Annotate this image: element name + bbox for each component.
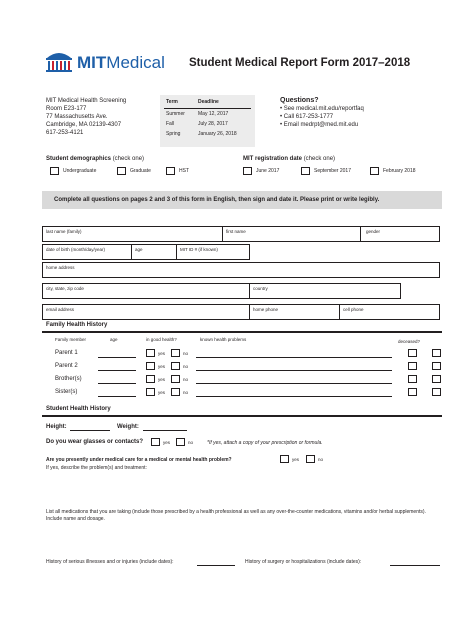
last-name-label: last name (family) <box>46 229 82 234</box>
yes-label: yes <box>158 390 166 395</box>
deadline-header: Deadline <box>198 99 219 105</box>
good-health-yes-checkbox[interactable] <box>146 362 155 370</box>
undergraduate-label: Undergraduate <box>63 168 97 174</box>
no-label: no <box>183 364 189 369</box>
deceased-no-checkbox[interactable] <box>432 375 441 383</box>
home-phone-label: home phone <box>253 307 279 312</box>
address-block <box>46 97 126 137</box>
problems-line[interactable] <box>196 357 392 358</box>
first-name-label: first name <box>226 229 246 234</box>
problems-line[interactable] <box>196 370 392 371</box>
term-fall: Fall <box>166 121 175 127</box>
good-health-yes-checkbox[interactable] <box>146 388 155 396</box>
logo-text-bold: MIT <box>77 53 107 72</box>
family-history-title: Family Health History <box>46 322 108 328</box>
family-history-rule <box>42 331 442 333</box>
weight-label: Weight: <box>117 424 139 430</box>
email-label: email address <box>46 307 75 312</box>
september-2017-label: September 2017 <box>314 168 351 174</box>
age-line[interactable] <box>98 357 136 358</box>
address-line: 77 Massachusetts Ave. <box>46 114 108 120</box>
no-label: no <box>183 390 189 395</box>
weight-line[interactable] <box>143 430 187 431</box>
deceased-no-checkbox[interactable] <box>432 349 441 357</box>
questions-item: • See medical.mit.edu/reportfaq <box>280 106 364 112</box>
instruction-text: Complete all questions on pages 2 and 3 of this form in English, then sign and date it. Please print or write legibly. <box>54 197 380 203</box>
member-label: Parent 2 <box>55 363 78 369</box>
february-2018-checkbox[interactable] <box>370 167 379 175</box>
dob-label: date of birth (month/day/year) <box>46 247 106 252</box>
glasses-yes-checkbox[interactable] <box>151 438 160 446</box>
care-note: If yes, describe the problem(s) and treatment: <box>46 465 147 471</box>
deceased-yes-checkbox[interactable] <box>408 362 417 370</box>
september-2017-checkbox[interactable] <box>301 167 310 175</box>
surgery-line[interactable] <box>390 565 440 566</box>
yes-label: yes <box>158 377 166 382</box>
good-health-no-checkbox[interactable] <box>171 362 180 370</box>
address-line: 617-253-4121 <box>46 130 84 136</box>
col-deceased-header: deceased? <box>398 339 421 344</box>
june-2017-checkbox[interactable] <box>243 167 252 175</box>
questions-title: Questions? <box>280 97 319 104</box>
glasses-question: Do you wear glasses or contacts? <box>46 439 144 445</box>
surgery-label: History of surgery or hospitalizations (include dates): <box>245 559 362 565</box>
june-2017-label: June 2017 <box>256 168 280 174</box>
deceased-no-checkbox[interactable] <box>432 388 441 396</box>
no-label: no <box>183 377 189 382</box>
graduate-label: Graduate <box>130 168 151 174</box>
good-health-yes-checkbox[interactable] <box>146 375 155 383</box>
dome-building-icon <box>44 48 74 74</box>
questions-item: • Call 617-253-1777 <box>280 114 334 120</box>
undergraduate-checkbox[interactable] <box>50 167 59 175</box>
home-address-field[interactable] <box>42 262 440 278</box>
deceased-yes-checkbox[interactable] <box>408 349 417 357</box>
questions-block <box>280 97 364 129</box>
care-no-checkbox[interactable] <box>306 455 315 463</box>
deadline-spring: January 26, 2018 <box>198 131 237 137</box>
glasses-no-checkbox[interactable] <box>176 438 185 446</box>
mit-id-label: MIT ID # (if known) <box>180 247 218 252</box>
hst-checkbox[interactable] <box>166 167 175 175</box>
deadline-summer: May 12, 2017 <box>198 111 229 117</box>
deceased-yes-checkbox[interactable] <box>408 375 417 383</box>
good-health-no-checkbox[interactable] <box>171 349 180 357</box>
gender-label: gender <box>366 229 381 234</box>
age-line[interactable] <box>98 396 136 397</box>
col-problems-header: known health problems <box>200 337 247 342</box>
age-label: age <box>135 247 143 252</box>
problems-line[interactable] <box>196 396 392 397</box>
good-health-yes-checkbox[interactable] <box>146 349 155 357</box>
yes-label: yes <box>292 457 300 462</box>
home-address-label: home address <box>46 265 75 270</box>
medications-label: List all medications that you are taking (include those prescribed by a health professional as well as any over-the-counter medications, vitamins and/or herbal supplements). Include name and dosage. <box>46 509 426 522</box>
address-line: Cambridge, MA 02139-4307 <box>46 122 122 128</box>
form-title: Student Medical Report Form 2017–2018 <box>189 57 411 69</box>
no-label: no <box>188 440 194 445</box>
no-label: no <box>318 457 324 462</box>
col-member-header: Family member <box>55 337 87 342</box>
deceased-no-checkbox[interactable] <box>432 362 441 370</box>
demographics-label: Student demographics (check one) <box>46 156 145 162</box>
address-line: Room E23-177 <box>46 106 87 112</box>
height-line[interactable] <box>70 430 110 431</box>
registration-label: MIT registration date (check one) <box>243 156 336 162</box>
address-line: MIT Medical Health Screening <box>46 98 127 104</box>
graduate-checkbox[interactable] <box>117 167 126 175</box>
illness-line[interactable] <box>197 565 235 566</box>
member-label: Brother(s) <box>55 376 82 382</box>
height-label: Height: <box>46 424 67 430</box>
age-line[interactable] <box>98 383 136 384</box>
term-summer: Summer <box>166 111 185 117</box>
deceased-yes-checkbox[interactable] <box>408 388 417 396</box>
problems-line[interactable] <box>196 383 392 384</box>
term-header: Term <box>166 99 178 105</box>
city-label: city, state, zip code <box>46 286 84 291</box>
deadline-table <box>160 95 255 147</box>
yes-label: yes <box>163 440 171 445</box>
hst-label: HST <box>179 168 189 174</box>
age-line[interactable] <box>98 370 136 371</box>
col-age-header: age <box>110 337 118 342</box>
care-yes-checkbox[interactable] <box>280 455 289 463</box>
logo-text-light: Medical <box>106 53 165 72</box>
member-label: Parent 1 <box>55 350 78 356</box>
country-field[interactable] <box>249 283 401 299</box>
member-label: Sister(s) <box>55 389 78 395</box>
february-2018-label: February 2018 <box>383 168 416 174</box>
glasses-note: *If yes, attach a copy of your prescription or formula. <box>207 440 323 446</box>
good-health-no-checkbox[interactable] <box>171 388 180 396</box>
country-label: country <box>253 286 268 291</box>
care-question: Are you presently under medical care for a medical or mental health problem? <box>46 457 232 463</box>
cell-phone-label: cell phone <box>343 307 364 312</box>
deadline-fall: July 28, 2017 <box>198 121 228 127</box>
col-good-health-header: in good health? <box>146 337 177 342</box>
term-spring: Spring <box>166 131 181 137</box>
good-health-no-checkbox[interactable] <box>171 375 180 383</box>
questions-item: • Email medrpt@med.mit.edu <box>280 122 359 128</box>
student-history-title: Student Health History <box>46 406 111 412</box>
yes-label: yes <box>158 364 166 369</box>
student-history-rule <box>42 415 442 417</box>
illness-label: History of serious illnesses and or injuries (include dates): <box>46 559 174 565</box>
yes-label: yes <box>158 351 166 356</box>
mit-medical-logo <box>44 48 184 76</box>
no-label: no <box>183 351 189 356</box>
